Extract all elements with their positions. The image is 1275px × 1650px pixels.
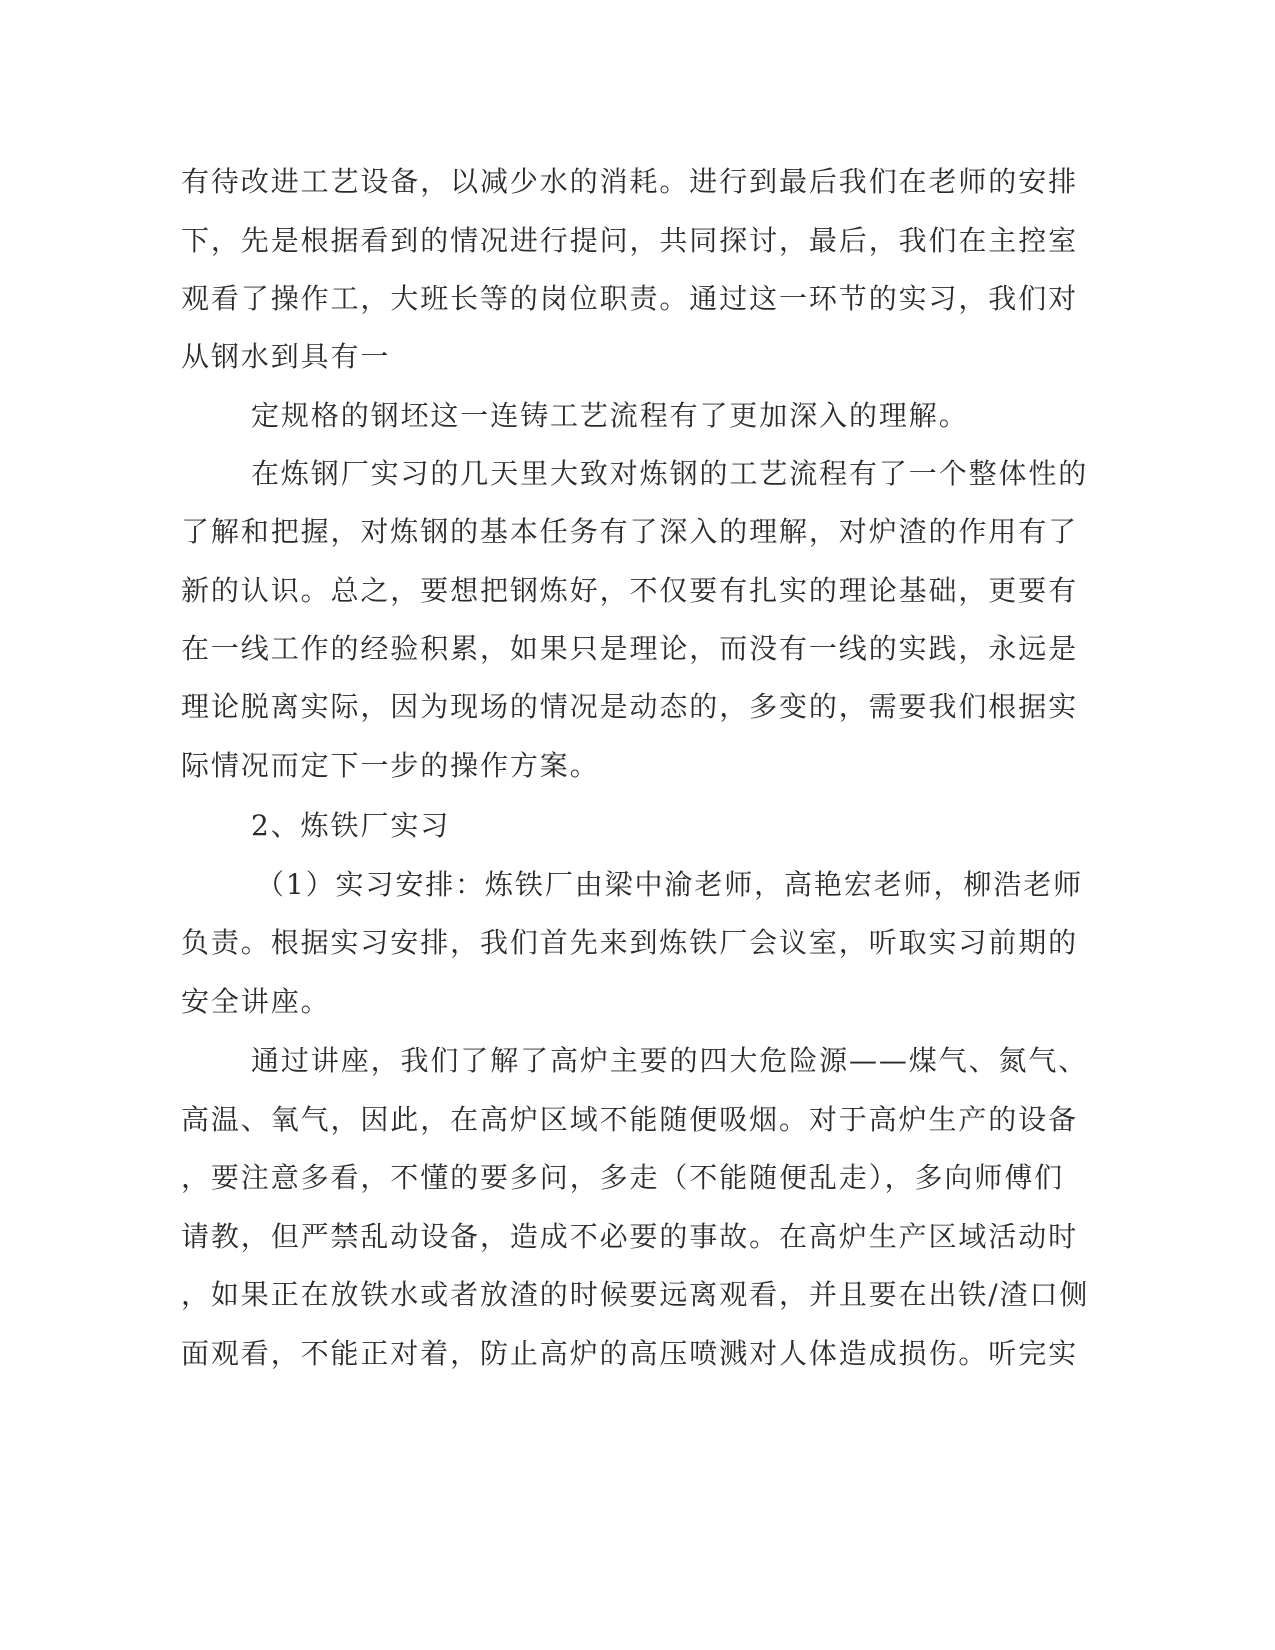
text-line: 安全讲座。 bbox=[181, 985, 331, 1018]
text-line: 有待改进工艺设备，以减少水的消耗。进行到最后我们在老师的安排 bbox=[181, 165, 1079, 198]
text-line: 观看了操作工，大班长等的岗位职责。通过这一环节的实习，我们对 bbox=[181, 282, 1079, 315]
paragraph-start: 在炼钢厂实习的几天里大致对炼钢的工艺流程有了一个整体性的 bbox=[251, 457, 1089, 490]
text-line: 负责。根据实习安排，我们首先来到炼铁厂会议室，听取实习前期的 bbox=[181, 926, 1079, 959]
text-line: 从钢水到具有一 bbox=[181, 340, 391, 373]
text-line: 了解和把握，对炼钢的基本任务有了深入的理解，对炉渣的作用有了 bbox=[181, 515, 1079, 548]
text-line: ，要注意多看，不懂的要多问，多走（不能随便乱走），多向师傅们 bbox=[181, 1161, 1065, 1194]
text-line: 下，先是根据看到的情况进行提问，共同探讨，最后，我们在主控室 bbox=[181, 224, 1079, 257]
paragraph-start: 通过讲座，我们了解了高炉主要的四大危险源——煤气、氮气、 bbox=[251, 1044, 1089, 1077]
text-line: 面观看，不能正对着，防止高炉的高压喷溅对人体造成损伤。听完实 bbox=[181, 1337, 1079, 1370]
section-heading: 2、炼铁厂实习 bbox=[251, 809, 451, 842]
text-line: 高温、氧气，因此，在高炉区域不能随便吸烟。对于高炉生产的设备 bbox=[181, 1103, 1079, 1136]
text-line: 定规格的钢坯这一连铸工艺流程有了更加深入的理解。 bbox=[251, 399, 969, 432]
list-item: （1）实习安排：炼铁厂由梁中渝老师，高艳宏老师，柳浩老师 bbox=[256, 868, 1084, 901]
text-line: 理论脱离实际，因为现场的情况是动态的，多变的，需要我们根据实 bbox=[181, 690, 1079, 723]
text-line: ，如果正在放铁水或者放渣的时候要远离观看，并且要在出铁/渣口侧 bbox=[181, 1278, 1090, 1311]
text-line: 在一线工作的经验积累，如果只是理论，而没有一线的实践，永远是 bbox=[181, 632, 1079, 665]
text-line: 请教，但严禁乱动设备，造成不必要的事故。在高炉生产区域活动时 bbox=[181, 1220, 1079, 1253]
text-line: 新的认识。总之，要想把钢炼好，不仅要有扎实的理论基础，更要有 bbox=[181, 574, 1079, 607]
text-line: 际情况而定下一步的操作方案。 bbox=[181, 749, 600, 782]
